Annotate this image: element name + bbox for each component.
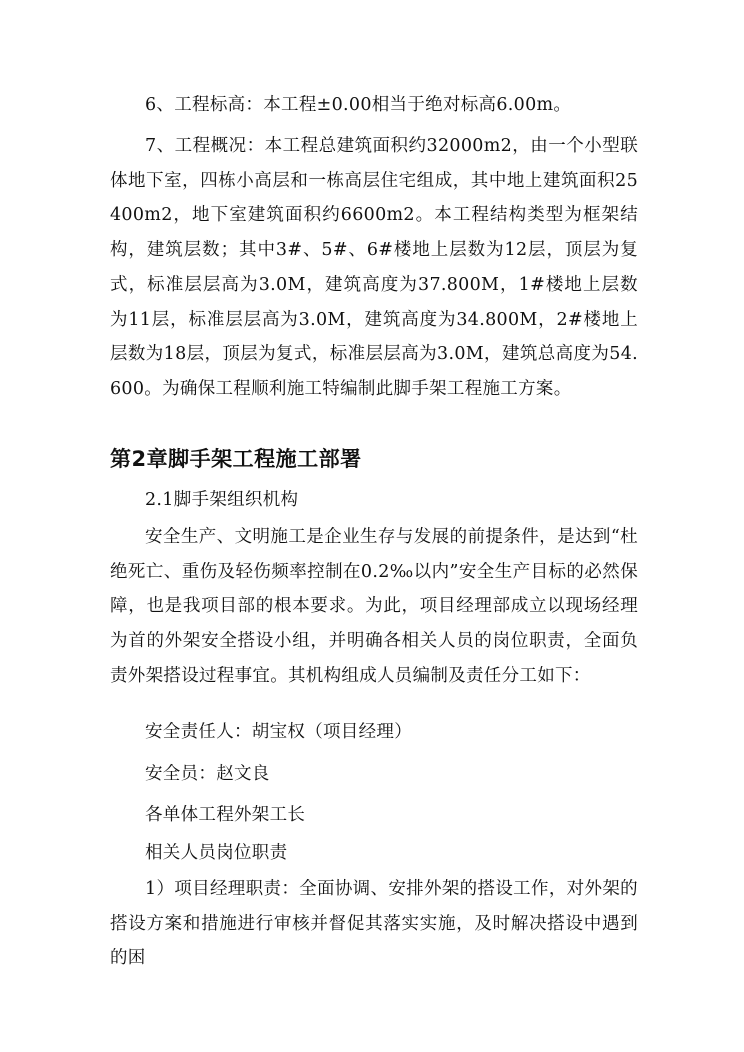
paragraph-item-7: 7、工程概况：本工程总建筑面积约32000m2，由一个小型联体地下室，四栋小高层和一栋高层住宅组成，其中地上建筑面积25400m2，地下室建筑面积约6600m2。本工程结构类型为框架结构，建筑层数；其中3#、5#、6#楼地上层数为12层，顶层为复式，标准层层高为3.0M，建筑高度为37.800M，1#楼地上层数为11层，标准层层高为3.0M，建筑高度为34.800M，2#楼地上层数为18层，顶层为复式，标准层层高为3.0M，建筑总高度为54.600。为确保工程顺利施工特编制此脚手架工程施工方案。 <box>110 136 638 399</box>
paragraph-item-6: 6、工程标高：本工程±0.00相当于绝对标高6.00m。 <box>145 95 572 115</box>
paragraph-organization: 安全生产、文明施工是企业生存与发展的前提条件，是达到“杜绝死亡、重伤及轻伤频率控制在0.2‰以内”安全生产目标的必然保障，也是我项目部的根本要求。为此，项目经理部成立以现场经理为首的外架安全搭设小组，并明确各相关人员的岗位职责，全面负责外架搭设过程事宜。其机构组成人员编制及责任分工如下： <box>110 527 638 686</box>
paragraph-duty-1: 1）项目经理职责：全面协调、安排外架的搭设工作，对外架的搭设方案和措施进行审核并督促其落实实施，及时解决搭设中遇到的困 <box>110 879 638 969</box>
safety-officer: 安全员：赵文良 <box>145 764 270 784</box>
safety-responsible-person: 安全责任人：胡宝权（项目经理） <box>145 722 412 742</box>
scaffold-foreman: 各单体工程外架工长 <box>145 805 306 825</box>
section-heading-2-1: 2.1脚手架组织机构 <box>145 490 299 510</box>
duties-title: 相关人员岗位职责 <box>145 843 288 863</box>
chapter-heading: 第2章脚手架工程施工部署 <box>110 447 362 471</box>
